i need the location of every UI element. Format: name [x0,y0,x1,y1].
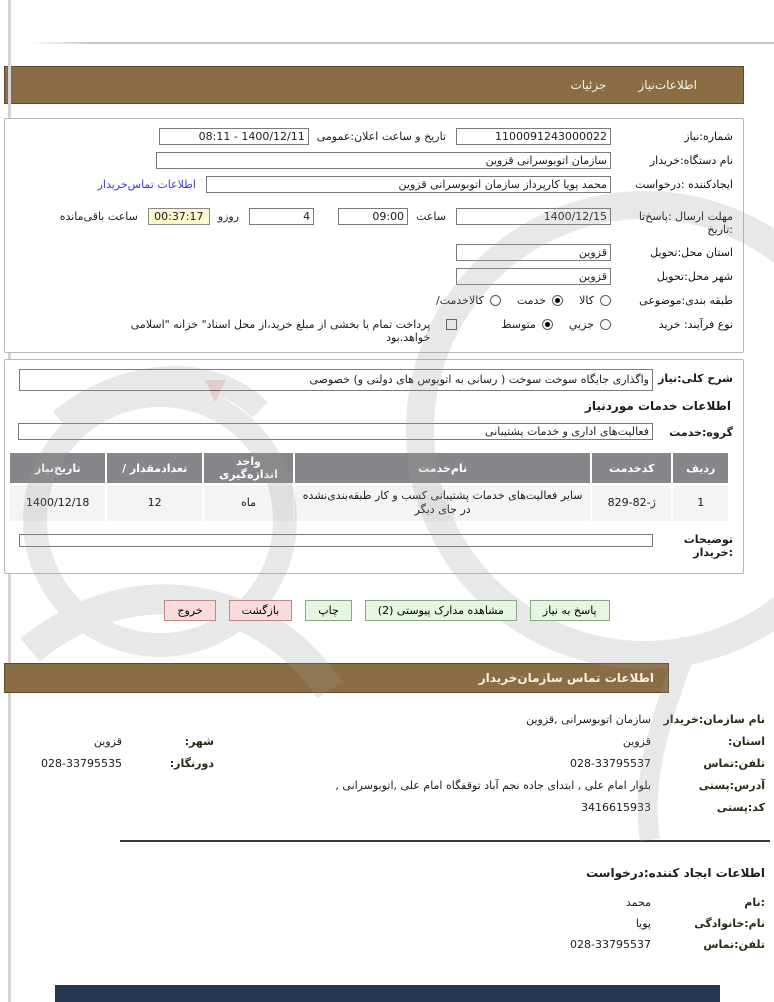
province-label: استان محل:تحویل [650,246,733,259]
basic-info-card [4,118,744,353]
cell-quantity: 12 [107,485,201,521]
section-divider [120,840,770,842]
service-group-row [15,423,733,441]
col-need-date: تاریخ‌نیاز [10,453,105,483]
requester-name-value: محمد [625,896,651,909]
hour-label: ساعت [416,210,446,223]
contact-phone-label: تلفن:تماس [703,757,765,770]
classification-row [15,292,733,310]
creator-field[interactable]: محمد پویا کارپرداز سازمان اتوبوسرانی قزوین [206,176,611,193]
need-detail-card [4,359,744,574]
contact-org-value: سازمان اتوبوسرانی ,قزوین [526,713,651,726]
footer-bar [55,985,720,1002]
deadline-date-field[interactable]: 1400/12/15 [456,208,611,225]
requester-phone-value: 028-33795537 [570,938,651,951]
org-row [15,152,733,170]
contact-city-label: شهر: [184,735,214,748]
cell-need-date: 1400/12/18 [10,485,105,521]
contact-province-label: استان: [728,735,765,748]
buyer-notes-label: توضیحات :خریدار [683,533,733,559]
tab-details[interactable]: جزئیات [570,78,607,92]
col-service-name: نام‌خدمت [295,453,590,483]
buyer-contact-info [4,713,765,814]
col-quantity: تعدادمقدار / [107,453,201,483]
radio-goods-service[interactable] [490,295,501,306]
deadline-label: مهلت ارسال :پاسخ‌تا :تاریخ [638,210,733,236]
contact-address-row [4,779,765,792]
hour-field[interactable]: 09:00 [338,208,408,225]
tab-need-info[interactable]: اطلاعات‌نیاز [638,78,697,92]
contact-fax-value: 028-33795535 [41,757,122,770]
contact-org-row [4,713,765,726]
requester-heading: اطلاعات ایجاد کننده:درخواست [585,866,765,880]
treasury-checkbox[interactable] [446,319,457,330]
contact-postal-label: کد:پستی [716,801,765,814]
requester-name-row [0,896,765,909]
need-desc-row [15,369,733,391]
radio-goods-service-label: کالاخدمت/ [436,294,484,307]
buyer-notes-row [15,533,733,559]
exit-button[interactable]: خروج [164,600,215,621]
cell-service-code: 829-82-ژ [592,485,671,521]
contact-city-value: قزوین [93,735,122,748]
need-desc-label: شرح کلی:نیاز [658,372,733,385]
contact-phone-row [4,757,765,770]
radio-partial[interactable] [600,319,611,330]
deadline-row [15,208,733,238]
service-group-label: گروه:خدمت [669,426,733,439]
requester-family-label: نام:خانوادگی [694,917,765,930]
province-row [15,244,733,262]
services-heading: اطلاعات خدمات موردنیاز [584,399,731,413]
days-label: روزو [217,210,240,223]
requester-name-label: :نام [744,896,765,909]
treasury-note: پرداخت تمام یا بخشی از مبلغ خرید،از محل اسناد" خزانه "اسلامی خواهد.بود [130,318,431,344]
service-group-field[interactable]: فعالیت‌های اداری و خدمات پشتیبانی [18,423,653,440]
top-separator-line [30,42,774,44]
radio-goods-label: کالا [579,294,594,307]
contact-address-label: آدرس:پستی [698,779,765,792]
radio-medium-label: متوسط [501,318,536,331]
contact-province-row [4,735,765,748]
announce-field[interactable]: 08:11 - 1400/12/11 [159,128,309,145]
buyer-contact-heading-band [4,663,669,693]
buyer-notes-field[interactable] [19,534,653,547]
contact-phone-value: 028-33795537 [570,757,651,770]
table-row [10,485,728,521]
buyer-contact-link[interactable]: اطلاعات تماس‌خریدار [97,178,196,191]
contact-org-label: نام سازمان:خریدار [663,713,765,726]
radio-service-label: خدمت [516,294,547,307]
process-type-row [15,316,733,344]
col-unit: واحد اندازه‌گیری [204,453,293,483]
print-button[interactable]: چاپ [305,600,352,621]
requester-family-value: پویا [635,917,651,930]
cell-service-name: سایر فعالیت‌های خدمات پشتیبانی کسب و کار طبقه‌بندی‌نشده در جای دیگر [295,485,590,521]
creator-label: ایجادکننده :درخواست [635,178,733,191]
requester-info [0,896,765,951]
countdown-timer: 00:37:17 [148,208,210,225]
contact-fax-label: دورنگار: [169,757,214,770]
cell-unit: ماه [204,485,293,521]
contact-postal-row [4,801,765,814]
need-number-field[interactable]: 1100091243000022 [456,128,611,145]
cell-row-number: 1 [673,485,728,521]
view-attachments-button[interactable]: مشاهده مدارک پیوستی (2) [365,600,517,621]
radio-goods[interactable] [600,295,611,306]
classification-label: طبقه بندی:موضوعی [639,294,733,307]
back-button[interactable]: بازگشت [229,600,293,621]
province-field[interactable]: قزوین [456,244,611,261]
process-type-label: نوع فرآیند: خرید [658,318,733,331]
city-field[interactable]: قزوین [456,268,611,285]
city-label: شهر محل:تحویل [656,270,733,283]
radio-medium[interactable] [542,319,553,330]
radio-partial-label: جزیي [568,318,594,331]
announce-label: تاریخ و ساعت اعلان:عمومی [316,130,446,143]
need-number-row [15,128,733,146]
org-field[interactable]: سازمان اتوبوسرانی قزوین [156,152,611,169]
need-number-label: شماره:نیاز [684,130,733,143]
days-field[interactable]: 4 [249,208,314,225]
need-desc-field[interactable]: واگذاری جایگاه سوخت سوخت ( رسانی به اتوبوس های دولتی و) خصوصی [19,369,653,391]
requester-phone-label: تلفن:تماس [703,938,765,951]
requester-family-row [0,917,765,930]
creator-row [15,176,733,202]
countdown-label: ساعت باقی‌مانده [59,210,138,223]
requester-phone-row [0,938,765,951]
header-tab-bar [4,66,744,104]
reply-to-need-button[interactable]: پاسخ به نیاز [530,600,610,621]
contact-postal-value: 3416615933 [581,801,651,814]
services-table [8,451,730,523]
contact-province-value: قزوین [622,735,651,748]
radio-service[interactable] [552,295,563,306]
org-label: نام دستگاه:خریدار [649,154,733,167]
col-row-number: ردیف [673,453,728,483]
action-buttons [0,600,774,621]
city-row [15,268,733,286]
col-service-code: کدخدمت [592,453,671,483]
buyer-contact-heading: اطلاعات تماس سازمان‌خریدار [478,671,654,685]
services-table-header-row [10,453,728,483]
contact-address-value: بلوار امام علی , ابتدای جاده نجم آباد توقفگاه امام علی ,اتوبوسرانی , [335,779,651,792]
